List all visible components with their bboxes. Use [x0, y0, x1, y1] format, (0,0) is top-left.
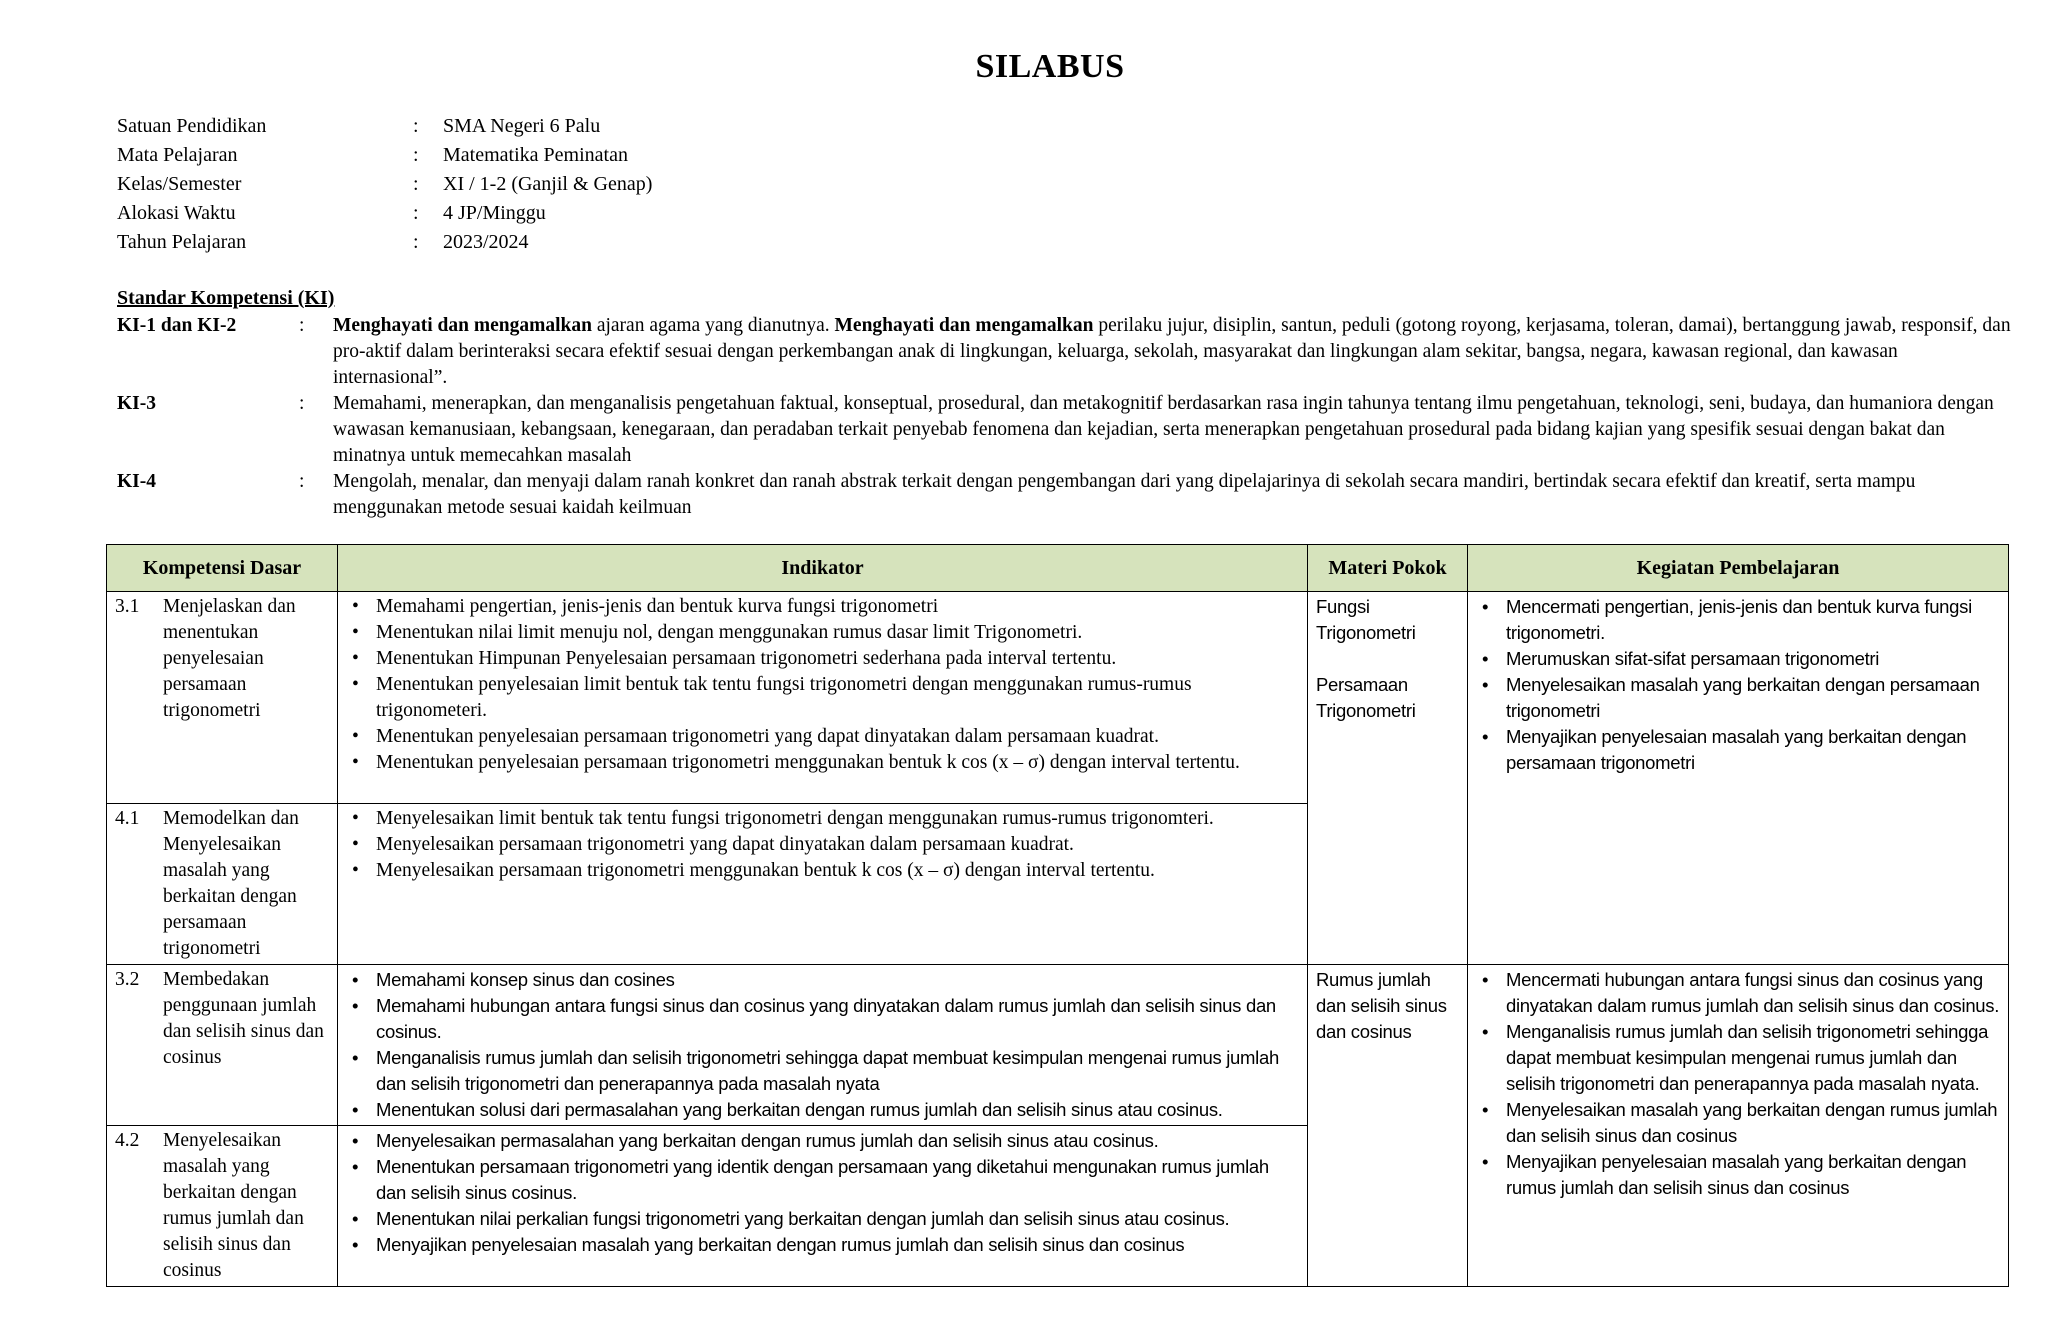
- list-item: • Memahami pengertian, jenis-jenis dan bentuk kurva fungsi trigonometri: [376, 594, 1299, 620]
- kegiatan-list: [1476, 594, 2000, 776]
- ki-label: KI-4: [117, 471, 156, 492]
- list-item: • Menentukan persamaan trigonometri yang identik dengan persamaan yang diketahui mengunakan rumus jumlah dan selisih sinus cosinus.: [376, 1154, 1299, 1206]
- identity-value: XI / 1-2 (Ganjil & Genap): [443, 173, 653, 195]
- ki-text-part: ajaran agama yang dianutnya.: [591, 315, 835, 336]
- kd-number: 3.2: [115, 969, 140, 990]
- list-item: • Merumuskan sifat-sifat persamaan trigonometri: [1506, 646, 2000, 672]
- identity-row-satuan: [117, 112, 652, 141]
- kd-text: Menjelaskan dan menentukan penyelesaian persamaan trigonometri: [163, 596, 296, 721]
- syllabus-table: [106, 544, 2009, 1287]
- list-item: • Menentukan penyelesaian limit bentuk tak tentu fungsi trigonometri dengan menggunakan rumus-rumus trigonometeri.: [376, 672, 1299, 724]
- identity-colon: :: [413, 115, 419, 137]
- identity-row-kelas: [117, 170, 652, 199]
- kegiatan-cell-2: [1468, 965, 2009, 1287]
- identity-row-alokasi: [117, 199, 652, 228]
- identity-colon: :: [413, 202, 419, 224]
- identity-row-tahun: [117, 228, 652, 257]
- identity-label: Alokasi Waktu: [117, 202, 236, 224]
- identity-colon: :: [413, 231, 419, 253]
- ki-colon: :: [299, 315, 305, 336]
- identity-value: 2023/2024: [443, 231, 529, 253]
- indikator-cell-4-2: [338, 1126, 1308, 1287]
- list-item: • Menganalisis rumus jumlah dan selisih trigonometri sehingga dapat membuat kesimpulan mengenai rumus jumlah dan selisih trigonometri dan penerapannya pada masalah nyata.: [1506, 1019, 2000, 1097]
- list-item: • Memahami hubungan antara fungsi sinus dan cosinus yang dinyatakan dalam rumus jumlah dan selisih sinus dan cosinus.: [376, 993, 1299, 1045]
- ki-block: [117, 313, 2012, 521]
- list-item: • Menentukan Himpunan Penyelesaian persamaan trigonometri sederhana pada interval tertentu.: [376, 646, 1299, 672]
- materi-item: Rumus jumlah dan selisih sinus dan cosinus: [1316, 969, 1447, 1042]
- kd-number: 4.2: [115, 1130, 140, 1151]
- ki-emphasis: Menghayati dan mengamalkan: [834, 315, 1094, 336]
- table-row: [107, 592, 2009, 804]
- ki-text: Memahami, menerapkan, dan menganalisis pengetahuan faktual, konseptual, prosedural, dan metakognitif berdasarkan rasa ingin tahunya tentang ilmu pengetahuan, teknologi, seni, budaya, dan humaniora dengan wawasan kemanusiaan, kebangsaan, kenegaraan, dan peradaban terkait penyebab fenomena dan kejadian, serta menerapkan pengetahuan prosedural pada bidang kajian yang spesifik sesuai dengan bakat dan minatnya untuk memecahkan masalah: [333, 393, 1994, 466]
- kd-number: 4.1: [115, 808, 140, 829]
- identity-block: [117, 112, 652, 257]
- indikator-list: [346, 594, 1299, 776]
- list-item: • Menyelesaikan persamaan trigonometri menggunakan bentuk k cos (x – σ) dengan interval tertentu.: [376, 858, 1299, 884]
- ki-label: KI-3: [117, 393, 156, 414]
- ki-row-4: [117, 469, 2012, 521]
- indikator-list: [346, 1128, 1299, 1258]
- list-item: • Menyajikan penyelesaian masalah yang berkaitan dengan rumus jumlah dan selisih sinus dan cosinus: [376, 1232, 1299, 1258]
- ki-emphasis: Menghayati dan mengamalkan: [333, 315, 592, 336]
- ki-text: Mengolah, menalar, dan menyaji dalam ranah konkret dan ranah abstrak terkait dengan pengembangan dari yang dipelajarinya di sekolah secara mandiri, bertindak secara efektif dan kreatif, serta mampu menggunakan metode sesuai kaidah keilmuan: [333, 471, 1916, 518]
- indikator-cell-4-1: [338, 804, 1308, 965]
- identity-colon: :: [413, 173, 419, 195]
- column-header-indikator: Indikator: [338, 545, 1308, 592]
- indikator-list: [346, 967, 1299, 1123]
- materi-item: Persamaan Trigonometri: [1316, 674, 1416, 721]
- ki-text-part: perilaku jujur, disiplin, santun, peduli (gotong royong, kerjasama, toleran, damai), bertanggung jawab, responsif, dan pro-aktif dalam berinteraksi secara efektif sesuai dengan perkembangan anak di lingkungan, keluarga, sekolah, masyarakat dan lingkungan alam sekitar, bangsa, negara, kawasan regional, dan kawasan internasional”.: [333, 315, 2011, 388]
- ki-row-1-2: [117, 313, 2012, 391]
- list-item: • Mencermati hubungan antara fungsi sinus dan cosinus yang dinyatakan dalam rumus jumlah dan selisih sinus dan cosinus.: [1506, 967, 2000, 1019]
- identity-value: 4 JP/Minggu: [443, 202, 546, 224]
- materi-item: Fungsi Trigonometri: [1316, 596, 1416, 643]
- ki-colon: :: [299, 393, 305, 414]
- kd-text: Memodelkan dan Menyelesaikan masalah yang berkaitan dengan persamaan trigonometri: [163, 808, 299, 959]
- list-item: • Menyelesaikan masalah yang berkaitan dengan rumus jumlah dan selisih sinus dan cosinus: [1506, 1097, 2000, 1149]
- kd-cell-4-2: [107, 1126, 338, 1287]
- list-item: • Mencermati pengertian, jenis-jenis dan bentuk kurva fungsi trigonometri.: [1506, 594, 2000, 646]
- identity-row-mapel: [117, 141, 652, 170]
- list-item: • Menentukan penyelesaian persamaan trigonometri menggunakan bentuk k cos (x – σ) dengan interval tertentu.: [376, 750, 1299, 776]
- list-item: • Menyajikan penyelesaian masalah yang berkaitan dengan rumus jumlah dan selisih sinus dan cosinus: [1506, 1149, 2000, 1201]
- kd-cell-3-1: [107, 592, 338, 804]
- ki-row-3: [117, 391, 2012, 469]
- indikator-cell-3-1: [338, 592, 1308, 804]
- kd-cell-4-1: [107, 804, 338, 965]
- kegiatan-list: [1476, 967, 2000, 1201]
- list-item: • Menyelesaikan masalah yang berkaitan dengan persamaan trigonometri: [1506, 672, 2000, 724]
- indikator-list: [346, 806, 1299, 884]
- table-row: [107, 965, 2009, 1126]
- kd-text: Menyelesaikan masalah yang berkaitan dengan rumus jumlah dan selisih sinus dan cosinus: [163, 1130, 304, 1281]
- list-item: • Menyelesaikan limit bentuk tak tentu fungsi trigonometri dengan menggunakan rumus-rumus trigonomteri.: [376, 806, 1299, 832]
- ki-text: [333, 313, 2012, 391]
- ki-heading: Standar Kompetensi (KI): [117, 287, 335, 309]
- ki-label: KI-1 dan KI-2: [117, 315, 237, 336]
- list-item: • Menentukan nilai perkalian fungsi trigonometri yang berkaitan dengan jumlah dan selisih sinus atau cosinus.: [376, 1206, 1299, 1232]
- identity-label: Mata Pelajaran: [117, 144, 238, 166]
- ki-colon: :: [299, 471, 305, 492]
- list-item: • Menentukan penyelesaian persamaan trigonometri yang dapat dinyatakan dalam persamaan kuadrat.: [376, 724, 1299, 750]
- list-item: • Menganalisis rumus jumlah dan selisih trigonometri sehingga dapat membuat kesimpulan mengenai rumus jumlah dan selisih trigonometri dan penerapannya pada masalah nyata: [376, 1045, 1299, 1097]
- kd-cell-3-2: [107, 965, 338, 1126]
- list-item: • Menentukan solusi dari permasalahan yang berkaitan dengan rumus jumlah dan selisih sinus atau cosinus.: [376, 1097, 1299, 1123]
- identity-value: Matematika Peminatan: [443, 144, 628, 166]
- identity-label: Tahun Pelajaran: [117, 231, 247, 253]
- identity-label: Satuan Pendidikan: [117, 115, 267, 137]
- kegiatan-cell-1: [1468, 592, 2009, 965]
- materi-cell-1: [1308, 592, 1468, 965]
- column-header-kompetensi: Kompetensi Dasar: [107, 545, 338, 592]
- table-header-row: [107, 545, 2009, 592]
- column-header-kegiatan: Kegiatan Pembelajaran: [1468, 545, 2009, 592]
- document-title: SILABUS: [975, 48, 1125, 85]
- list-item: • Menyelesaikan persamaan trigonometri yang dapat dinyatakan dalam persamaan kuadrat.: [376, 832, 1299, 858]
- identity-label: Kelas/Semester: [117, 173, 242, 195]
- list-item: • Menyelesaikan permasalahan yang berkaitan dengan rumus jumlah dan selisih sinus atau cosinus.: [376, 1128, 1299, 1154]
- list-item: • Memahami konsep sinus dan cosines: [376, 967, 1299, 993]
- identity-colon: :: [413, 144, 419, 166]
- list-item: • Menyajikan penyelesaian masalah yang berkaitan dengan persamaan trigonometri: [1506, 724, 2000, 776]
- column-header-materi: Materi Pokok: [1308, 545, 1468, 592]
- identity-value: SMA Negeri 6 Palu: [443, 115, 601, 137]
- materi-cell-2: [1308, 965, 1468, 1287]
- list-item: • Menentukan nilai limit menuju nol, dengan menggunakan rumus dasar limit Trigonometri.: [376, 620, 1299, 646]
- indikator-cell-3-2: [338, 965, 1308, 1126]
- kd-text: Membedakan penggunaan jumlah dan selisih sinus dan cosinus: [163, 969, 324, 1068]
- kd-number: 3.1: [115, 596, 140, 617]
